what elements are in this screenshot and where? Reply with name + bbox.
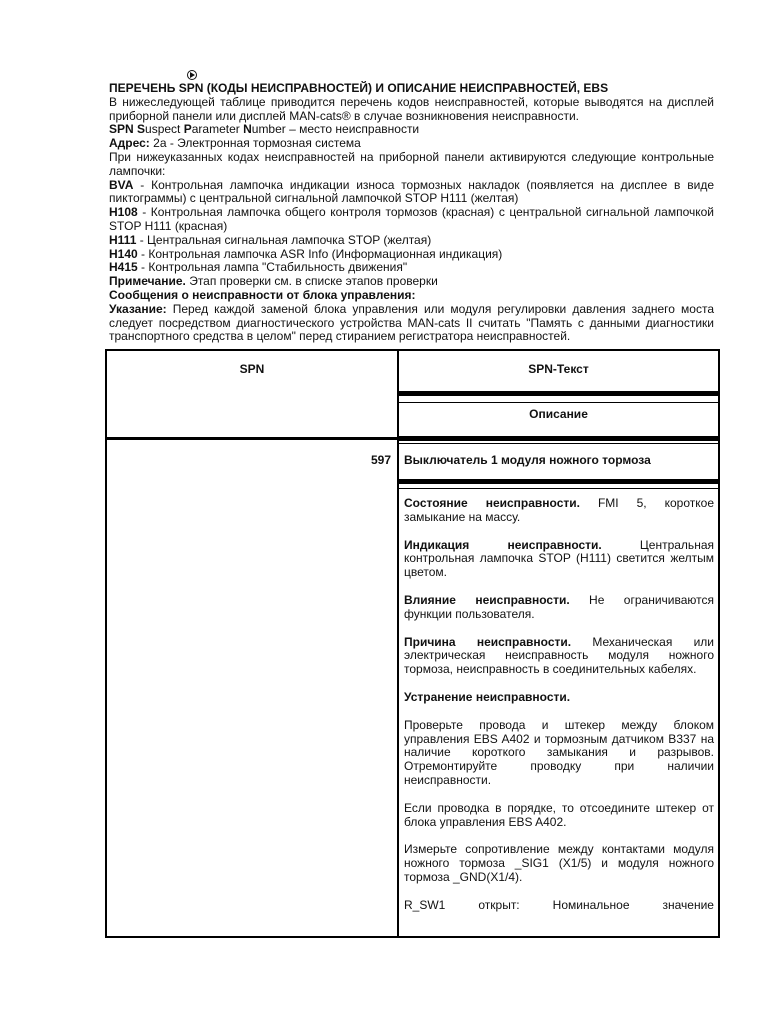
fault-fix-heading: Устранение неисправности. bbox=[404, 689, 571, 704]
description-column bbox=[399, 351, 718, 936]
spn-header-label: SPN bbox=[239, 362, 265, 376]
h108-line: H108 - Контрольная лампочка общего контроля тормозов (красная) с центральной сигнальной лампочкой STOP H111 (красная) bbox=[109, 205, 714, 233]
spn-column bbox=[107, 351, 399, 936]
fix-step-2: Если проводка в порядке, то отсоедините штекер от блока управления EBS A402. bbox=[404, 800, 714, 829]
description-cell bbox=[399, 488, 718, 936]
description-header-label: Описание bbox=[529, 407, 588, 421]
lamps-intro: При нижеуказанных кодах неисправностей на приборной панели активируются следующие контрольные лампочки: bbox=[109, 149, 714, 178]
h415-line: H415 - Контрольная лампа "Стабильность движения" bbox=[109, 260, 408, 275]
resistance-line: R_SW1 открыт: Номинальное значение bbox=[404, 897, 714, 912]
fault-influence: Влияние неисправности. Не ограничиваются функции пользователя. bbox=[404, 592, 714, 621]
spn-column-header bbox=[107, 351, 397, 440]
description-header bbox=[399, 402, 718, 441]
fault-cause: Причина неисправности. Механическая или электрическая неисправность модуля ножного тормоза, неисправность в соединительных кабелях. bbox=[404, 634, 714, 677]
bva-line: BVA - Контрольная лампочка индикации износа тормозных накладок (появляется на дисплее в виде пиктограммы) с центральной сигнальной лампочкой STOP H111 (желтая) bbox=[109, 177, 714, 206]
fault-indication: Индикация неисправности. Центральная контрольная лампочка STOP (H111) светится желтым цветом. bbox=[404, 537, 714, 580]
note-line: Примечание. Этап проверки см. в списке этапов проверки bbox=[109, 274, 438, 289]
fix-step-1: Проверьте провода и штекер между блоком управления EBS A402 и тормозным датчиком B337 на наличие короткого замыкания и разрывов. Отремонтируйте проводку при наличии неисправности. bbox=[404, 717, 714, 787]
play-circle-icon bbox=[187, 70, 197, 80]
address-line: Адрес: 2а - Электронная тормозная система bbox=[109, 136, 361, 151]
spn-text-header-label: SPN-Текст bbox=[528, 362, 589, 376]
fault-table bbox=[105, 349, 720, 938]
fault-state: Состояние неисправности. FMI 5, короткое замыкание на массу. bbox=[404, 496, 714, 524]
spn-text-header bbox=[399, 351, 718, 396]
spn-definition: SPN Suspect Parameter Number – место неисправности bbox=[109, 122, 420, 137]
h111-line: H111 - Центральная сигнальная лампочка STOP (желтая) bbox=[109, 232, 432, 247]
intro-paragraph: В нижеследующей таблице приводится перечень кодов неисправностей, которые выводятся на дисплей приборной панели или дисплей MAN-cats® в случае возникновения неисправности. bbox=[109, 94, 714, 123]
fix-step-3: Измерьте сопротивление между контактами модуля ножного тормоза _SIG1 (X1/5) и модуля ножного тормоза _GND(X1/4). bbox=[404, 842, 714, 884]
spn-code: 597 bbox=[370, 453, 391, 467]
spn-text-cell bbox=[399, 443, 718, 484]
messages-heading: Сообщения о неисправности от блока управления: bbox=[109, 287, 416, 302]
hint-paragraph: Указание: Перед каждой заменой блока управления или модуля регулировки давления заднего моста следует посредством диагностического устройства MAN-cats II считать "Память с данными диагностики транспортного средства в целом" перед стиранием регистратора неисправностей. bbox=[109, 301, 714, 344]
page-title: ПЕРЕЧЕНЬ SPN (КОДЫ НЕИСПРАВНОСТЕЙ) И ОПИСАНИЕ НЕИСПРАВНОСТЕЙ, EBS bbox=[109, 81, 609, 95]
intro-section bbox=[109, 82, 714, 344]
h140-line: H140 - Контрольная лампочка ASR Info (Информационная индикация) bbox=[109, 246, 503, 261]
spn-text-value: Выключатель 1 модуля ножного тормоза bbox=[404, 453, 651, 467]
